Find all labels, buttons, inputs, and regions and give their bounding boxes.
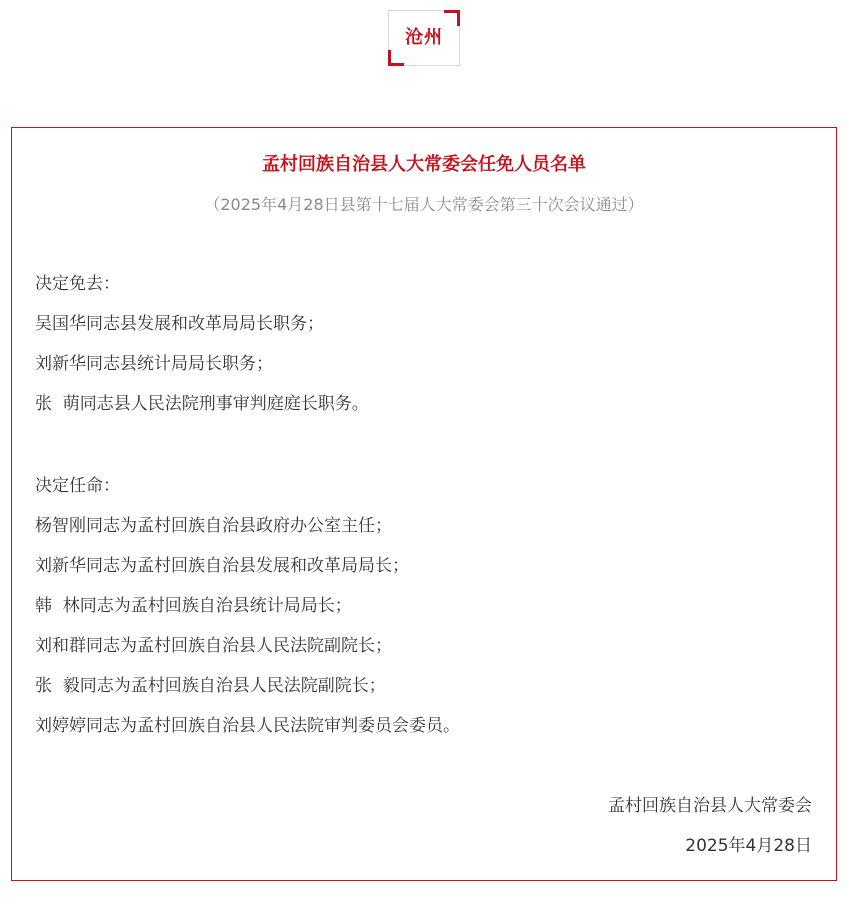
appointment-item: 刘和群同志为孟村回族自治县人民法院副院长；	[35, 636, 392, 656]
document-title: 孟村回族自治县人大常委会任免人员名单	[262, 154, 586, 175]
appointment-item: 张 毅同志为孟村回族自治县人民法院副院长；	[35, 676, 386, 696]
appointment-item: 杨智刚同志为孟村回族自治县政府办公室主任；	[35, 516, 392, 536]
appointment-section	[35, 476, 460, 756]
dismissal-heading: 决定免去：	[35, 274, 120, 294]
dismissal-section	[35, 274, 369, 434]
appointment-item: 刘婷婷同志为孟村回族自治县人民法院审判委员会委员。	[35, 716, 460, 736]
dismissal-item: 吴国华同志县发展和改革局局长职务；	[35, 314, 324, 334]
appointment-item: 刘新华同志为孟村回族自治县发展和改革局局长；	[35, 556, 409, 576]
dismissal-item: 刘新华同志县统计局局长职务；	[35, 354, 273, 374]
signature-block	[608, 796, 812, 876]
dismissal-item: 张 萌同志县人民法院刑事审判庭庭长职务。	[35, 394, 369, 414]
signature-organization: 孟村回族自治县人大常委会	[608, 796, 812, 816]
city-badge	[388, 10, 460, 66]
appointment-heading: 决定任命：	[35, 476, 120, 496]
document-card	[11, 127, 837, 881]
signature-date: 2025年4月28日	[685, 836, 812, 856]
appointment-item: 韩 林同志为孟村回族自治县统计局局长；	[35, 596, 352, 616]
badge-label: 沧州	[405, 27, 443, 48]
document-subtitle: （2025年4月28日县第十七届人大常委会第三十次会议通过）	[204, 195, 644, 214]
